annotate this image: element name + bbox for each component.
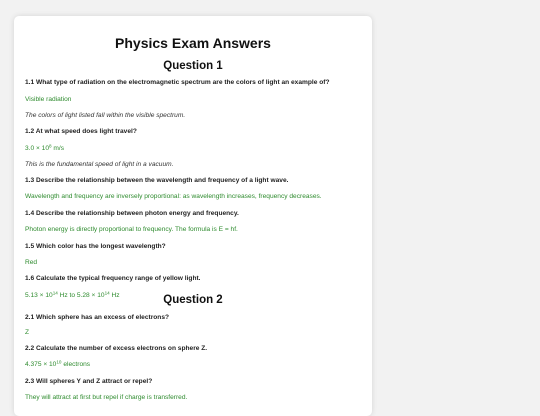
answer-1-1: Visible radiation xyxy=(25,96,72,103)
answer-1-6-low-exponent: 14 xyxy=(52,290,58,296)
question-1-3: 1.3 Describe the relationship between the wavelength and frequency of a light wave. xyxy=(25,177,289,184)
note-1-1: The colors of light listed fall within the visible spectrum. xyxy=(25,112,186,119)
answer-1-6-unit: Hz xyxy=(109,292,120,299)
answer-1-5: Red xyxy=(25,259,38,266)
answer-1-2-base: 3.0 × 10 xyxy=(25,145,50,152)
answer-1-2-exponent: 8 xyxy=(49,143,52,149)
question-1-5: 1.5 Which color has the longest wavelength? xyxy=(25,243,166,250)
answer-2-2-unit: electrons xyxy=(61,361,91,368)
section-heading-question-1: Question 1 xyxy=(163,60,223,72)
answer-1-6-high-exponent: 14 xyxy=(104,290,110,296)
question-2-2: 2.2 Calculate the number of excess electrons on sphere Z. xyxy=(25,345,208,352)
question-1-2: 1.2 At what speed does light travel? xyxy=(25,128,137,135)
question-1-1: 1.1 What type of radiation on the electromagnetic spectrum are the colors of light an example of? xyxy=(25,79,330,86)
answer-2-1: Z xyxy=(25,329,30,336)
answer-1-2 xyxy=(25,144,361,153)
answer-2-3: They will attract at first but repel if charge is transferred. xyxy=(25,394,188,401)
page-title: Physics Exam Answers xyxy=(115,35,271,51)
question-1-4: 1.4 Describe the relationship between photon energy and frequency. xyxy=(25,210,239,217)
answer-2-2-exponent: 10 xyxy=(56,359,62,365)
question-1-6: 1.6 Calculate the typical frequency range of yellow light. xyxy=(25,275,201,282)
answer-card xyxy=(14,16,372,416)
answer-1-3: Wavelength and frequency are inversely proportional: as wavelength increases, frequency decreases. xyxy=(25,193,322,200)
note-1-2: This is the fundamental speed of light in a vacuum. xyxy=(25,161,174,168)
answer-2-2 xyxy=(25,360,361,369)
answer-1-4: Photon energy is directly proportional to frequency. The formula is E = hf. xyxy=(25,226,238,233)
answer-2-2-base: 4.375 × 10 xyxy=(25,361,57,368)
answer-1-6-mid: Hz to 5.28 × 10 xyxy=(57,292,105,299)
answer-1-6-low-base: 5.13 × 10 xyxy=(25,292,53,299)
answer-1-2-unit: m/s xyxy=(51,145,65,152)
section-heading-question-2: Question 2 xyxy=(163,294,223,306)
question-2-3: 2.3 Will spheres Y and Z attract or repel? xyxy=(25,378,153,385)
question-2-1: 2.1 Which sphere has an excess of electrons? xyxy=(25,314,170,321)
